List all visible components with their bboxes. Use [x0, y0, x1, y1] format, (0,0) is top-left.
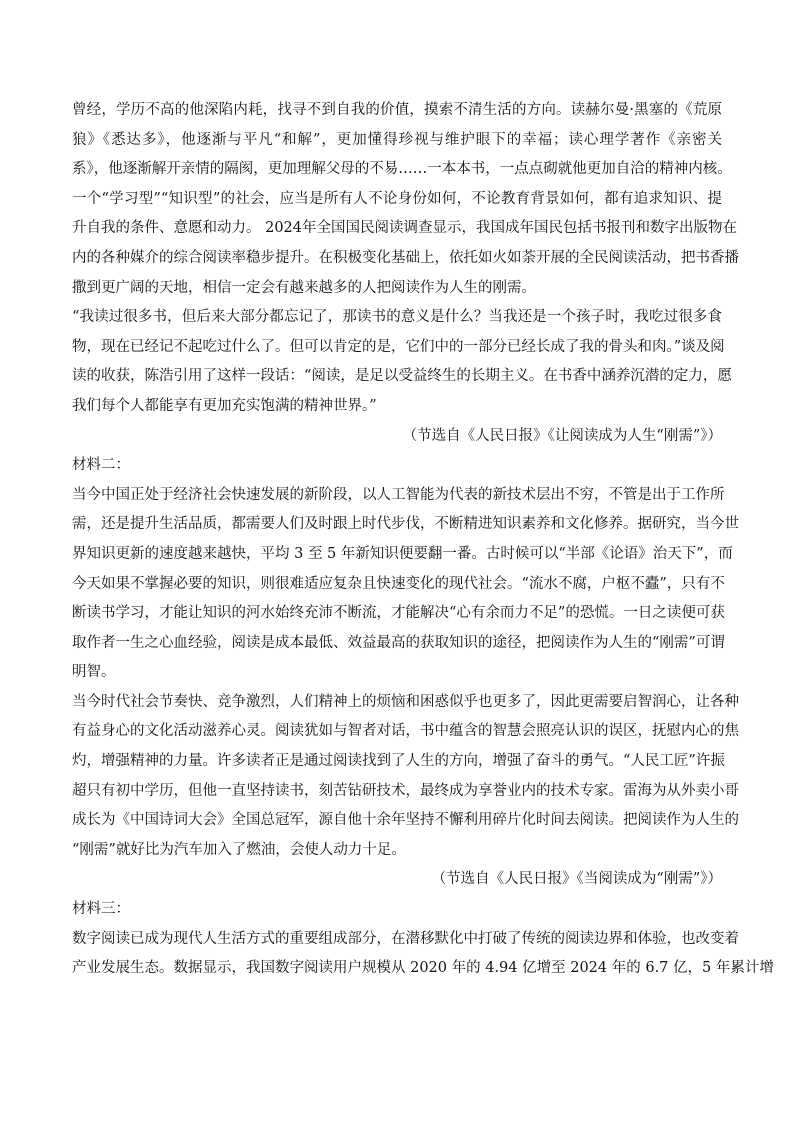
text-line: 今天如果不掌握必要的知识，则很难适应复杂且快速变化的现代社会。“流水不腐，户枢不蠹”，只有不	[72, 575, 725, 592]
text-line: 系》，他逐渐解开亲情的隔阂，更加理解父母的不易……一本本书，一点点砌就他更加自洽的精神内核。	[72, 161, 732, 178]
text-line: 产业发展生态。数据显示，我国数字阅读用户规模从 2020 年的 4.94 亿增至 2024 年的 6.7 亿，5 年累计增	[72, 960, 774, 977]
source-citation-1: （节选自《人民日报》《让阅读成为人生“刚需”》）	[402, 427, 722, 444]
text-line: 内的各种媒介的综合阅读率稳步提升。在积极变化基础上，依托如火如荼开展的全民阅读活动，把书香播	[72, 249, 739, 266]
section-heading-3: 材料三：	[72, 901, 130, 918]
text-line: 曾经，学历不高的他深陷内耗，找寻不到自我的价值，摸索不清生活的方向。读赫尔曼·黑塞的《荒原	[72, 102, 722, 118]
paragraph-1	[72, 96, 732, 185]
text-line: 物，现在已经记不起吃过什么了。但可以肯定的是，它们中的一部分已经长成了我的骨头和肉。”谈及阅	[72, 338, 725, 355]
text-line: 取作者一生之心血经验，阅读是成本最低、效益最高的获取知识的途径，把阅读作为人生的“刚需”可谓	[72, 634, 725, 651]
text-line: 我们每个人都能享有更加充实饱满的精神世界。”	[72, 397, 377, 414]
source-citation-2: （节选自《人民日报》《当阅读成为“刚需”》）	[431, 871, 722, 888]
text-line: “刚需”就好比为汽车加入了燃油，会使人动力十足。	[72, 841, 406, 858]
paragraph-6	[72, 925, 774, 984]
paragraph-4	[72, 481, 739, 688]
text-line: 有益身心的文化活动滋养心灵。阅读犹如与智者对话，书中蕴含的智慧会照亮认识的误区，抚慰内心的焦	[72, 723, 739, 740]
text-line: 当今中国正处于经济社会快速发展的新阶段，以人工智能为代表的新技术层出不穷，不管是出于工作所	[72, 486, 725, 503]
text-line: 断读书学习，才能让知识的河水始终充沛不断流，才能解决“心有余而力不足”的恐慌。一日之读便可获	[72, 605, 725, 622]
paragraph-5	[72, 688, 739, 866]
paragraph-2	[72, 185, 739, 303]
text-line: 数字阅读已成为现代人生活方式的重要组成部分，在潜移默化中打破了传统的阅读边界和体验，也改变着	[72, 930, 739, 947]
paragraph-3	[72, 303, 732, 421]
text-line: 撒到更广阔的天地，相信一定会有越来越多的人把阅读作为人生的刚需。	[72, 279, 536, 296]
section-heading-2: 材料二：	[72, 457, 130, 474]
text-line: 灼，增强精神的力量。许多读者正是通过阅读找到了人生的方向，增强了奋斗的勇气。“人民工匠”许振	[72, 753, 725, 770]
text-line: 升自我的条件、意愿和动力。 2024年全国国民阅读调查显示，我国成年国民包括书报刊和数字出版物在	[72, 220, 738, 237]
text-line: 超只有初中学历，但他一直坚持读书，刻苦钻研技术，最终成为享誉业内的技术专家。雷海为从外卖小哥	[72, 782, 739, 799]
document-body	[72, 96, 774, 984]
text-line: 读的收获，陈浩引用了这样一段话：“阅读，是足以受益终生的长期主义。在书香中涵养沉潜的定力，愿	[72, 368, 732, 385]
text-line: 成长为《中国诗词大会》全国总冠军，源自他十余年坚持不懈利用碎片化时间去阅读。把阅读作为人生的	[72, 812, 739, 829]
text-line: “我读过很多书，但后来大部分都忘记了，那读书的意义是什么？当我还是一个孩子时，我吃过很多食	[72, 309, 722, 326]
text-line: 狼》《悉达多》，他逐渐与平凡“和解”，更加懂得珍视与维护眼下的幸福；读心理学著作《亲密关	[72, 131, 722, 148]
text-line: 明智。	[72, 664, 116, 681]
text-line: 一个“学习型”“知识型”的社会，应当是所有人不论身份如何，不论教育背景如何，都有追求知识、提	[72, 190, 722, 207]
text-line: 需，还是提升生活品质，都需要人们及时跟上时代步伐，不断精进知识素养和文化修养。据研究，当今世	[72, 516, 739, 533]
text-line: 当今时代社会节奏快、竞争激烈，人们精神上的烦恼和困惑似乎也更多了，因此更需要启智润心，让各种	[72, 693, 739, 710]
text-line: 界知识更新的速度越来越快，平均 3 至 5 年新知识便要翻一番。古时候可以“半部《论语》治天下”，而	[72, 545, 733, 562]
